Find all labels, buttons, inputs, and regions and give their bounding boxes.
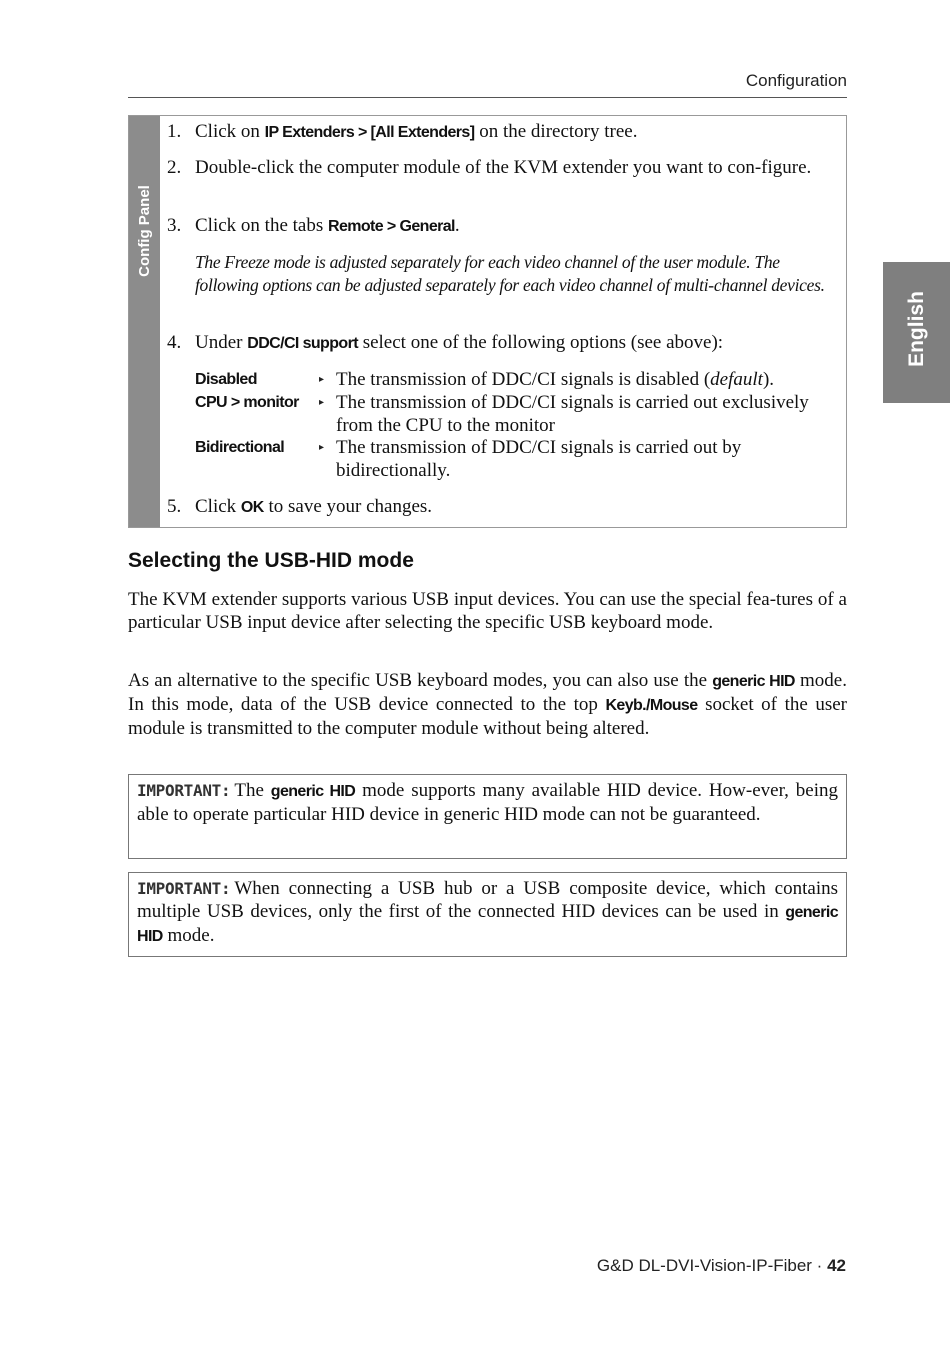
note-text: The (234, 780, 271, 801)
triangle-right-icon: ▸ (319, 374, 325, 385)
note-text: mode supports many available HID device. How-ever, being able to operate particular HID device in generic HID mode can not be guaranteed. (137, 780, 838, 825)
step-text-post: on the directory tree. (474, 121, 638, 142)
term-generic-hid: generic HID (270, 783, 356, 800)
step-text (195, 214, 837, 238)
config-panel-sidebar (129, 116, 160, 527)
page-footer (597, 1256, 846, 1276)
running-header (128, 70, 847, 98)
default-marker: default (710, 369, 763, 390)
option-description-post: ). (762, 369, 775, 390)
paragraph-text: As an alternative to the specific USB keyboard modes, you can also use the (128, 670, 713, 691)
paragraph-text: socket of the user module is transmitted to the computer module without being altered. (128, 694, 847, 739)
section-heading: Selecting the USB-HID mode (128, 549, 414, 572)
step-text-pre: Click (195, 496, 241, 517)
step-number: 2. (167, 157, 182, 178)
important-label: IMPORTANT: (137, 879, 231, 898)
step-text (195, 495, 837, 519)
important-label: IMPORTANT: (137, 781, 231, 800)
note-text: mode. (162, 925, 215, 946)
header-section-title: Configuration (745, 71, 847, 90)
important-note-1 (128, 774, 847, 859)
option-description: The transmission of DDC/CI signals is carried out by bidirectionally. (336, 437, 742, 481)
freeze-mode-note: The Freeze mode is adjusted separately for each video channel of the user module. The following options can be adjusted separately for each video channel of multi-channel devices. (195, 252, 825, 295)
step-text (195, 120, 837, 144)
config-panel-label: Config Panel (136, 185, 153, 277)
option-description (336, 368, 835, 391)
step-text-pre: Click on (195, 121, 265, 142)
term-generic-hid: generic HID (712, 673, 795, 690)
menu-path: Remote > General (327, 218, 455, 235)
step-text-pre: Click on the tabs (195, 215, 328, 236)
option-name: Disabled (195, 371, 257, 388)
step-text-post: . (454, 215, 460, 236)
step-number: 4. (167, 332, 182, 353)
step-number: 1. (167, 121, 182, 142)
page-number: 42 (827, 1256, 846, 1275)
option-name: CPU > monitor (195, 394, 299, 411)
step-text-post: select one of the following options (see above): (357, 332, 724, 353)
paragraph-text: mode. In this mode, data of the USB device connected to the top (128, 670, 847, 715)
option-name: Bidirectional (195, 439, 285, 456)
menu-path: IP Extenders > [All Extenders] (264, 124, 475, 141)
step-text-post: to save your changes. (263, 496, 433, 517)
config-panel-box (128, 115, 847, 528)
step-number: 3. (167, 215, 182, 236)
language-tab (883, 262, 950, 403)
important-note-2 (128, 872, 847, 957)
option-description: The transmission of DDC/CI signals is carried out exclusively from the CPU to the monitor (336, 392, 809, 436)
language-tab-label: English (905, 291, 928, 367)
triangle-right-icon: ▸ (319, 442, 325, 453)
term-generic-hid: generic HID (137, 904, 838, 945)
socket-name: Keyb./Mouse (605, 697, 698, 714)
step-text (195, 331, 837, 355)
menu-path: DDC/CI support (247, 335, 358, 352)
triangle-right-icon: ▸ (319, 397, 325, 408)
note-text: When connecting a USB hub or a USB composite device, which contains multiple USB devices, only the first of the connected HID devices can be used in (137, 878, 838, 922)
product-name: G&D DL-DVI-Vision-IP-Fiber · (596, 1256, 828, 1275)
paragraph-usb-devices: The KVM extender supports various USB input devices. You can use the special fea-tures of a particular USB input device after selecting the specific USB keyboard mode. (128, 589, 847, 633)
menu-path: OK (240, 499, 264, 516)
step-number: 5. (167, 496, 182, 517)
step-text: Double-click the computer module of the KVM extender you want to con-figure. (195, 157, 812, 178)
paragraph-generic-hid (128, 669, 847, 740)
step-text-pre: Under (195, 332, 248, 353)
option-description-pre: The transmission of DDC/CI signals is disabled ( (336, 369, 711, 390)
